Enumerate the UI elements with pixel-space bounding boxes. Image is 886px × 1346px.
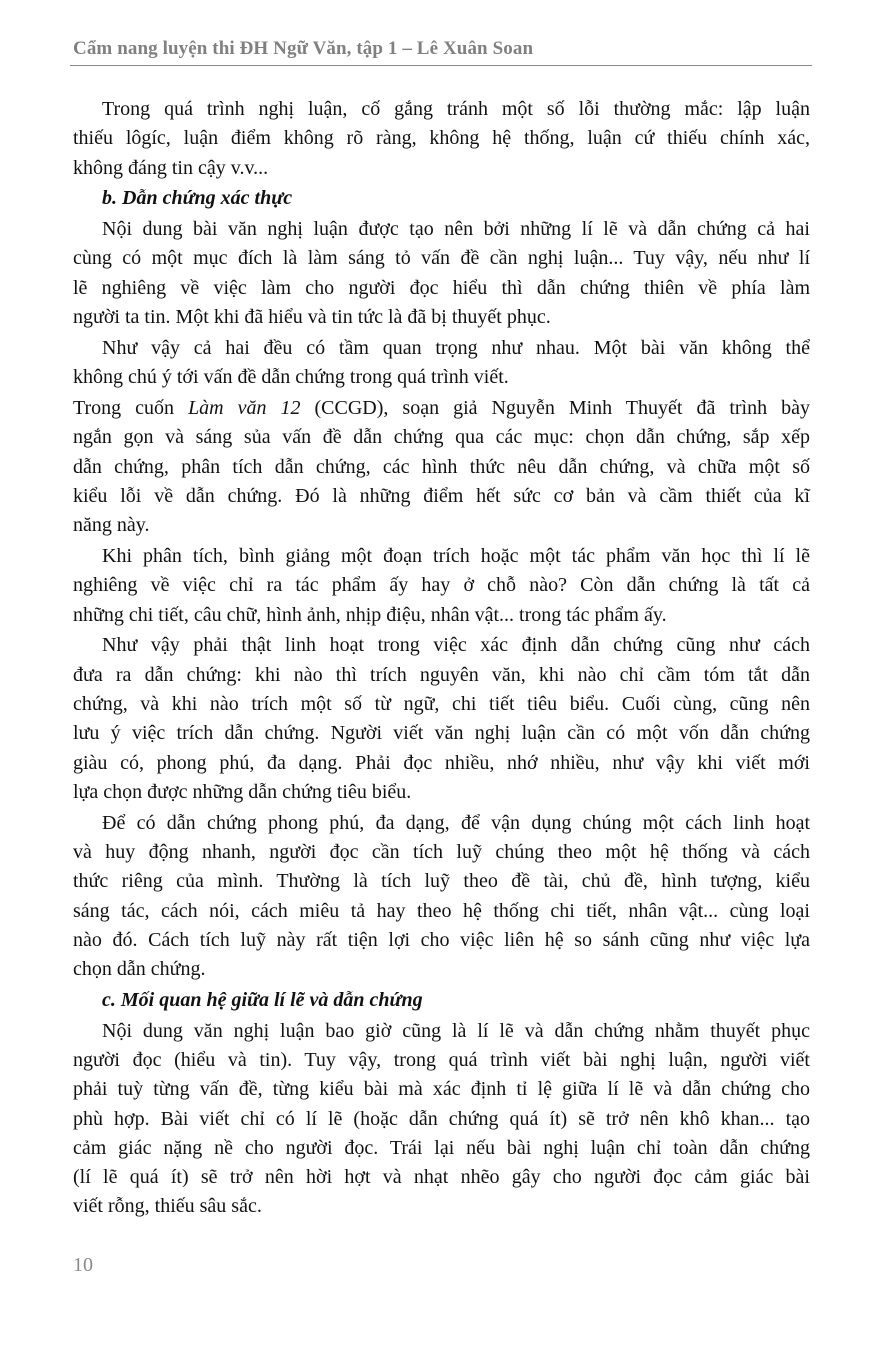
text-line: lưu ý việc trích dẫn chứng. Người viết văn nghị luận cần có một vốn dẫn chứng	[73, 722, 810, 745]
text-line: phải tuỳ từng vấn đề, từng kiểu bài mà xác định tỉ lệ giữa lí lẽ và dẫn chứng cho	[73, 1078, 810, 1101]
text-line: Để có dẫn chứng phong phú, đa dạng, để vận dụng chúng một cách linh hoạt	[102, 811, 810, 834]
document-body	[73, 95, 810, 1223]
paragraph	[73, 1017, 810, 1222]
text-line: Nội dung văn nghị luận bao giờ cũng là lí lẽ và dẫn chứng nhằm thuyết phục	[102, 1019, 810, 1042]
text-line: Khi phân tích, bình giảng một đoạn trích hoặc một tác phẩm văn học thì lí lẽ	[102, 544, 810, 567]
text-line: và huy động nhanh, người đọc cần tích luỹ chúng theo một hệ thống và cách	[73, 840, 810, 863]
paragraph	[73, 631, 810, 807]
text-line: không chú ý tới vấn đề dẫn chứng trong quá trình viết.	[73, 366, 509, 389]
header-divider	[70, 65, 812, 66]
text-segment: Trong cuốn	[73, 396, 189, 419]
text-line: lẽ nghiêng về việc làm cho người đọc hiểu thì dẫn chứng thiên về phía làm	[73, 276, 810, 299]
text-line: Như vậy cả hai đều có tầm quan trọng như nhau. Một bài văn không thể	[102, 336, 810, 359]
text-line: người ta tin. Một khi đã hiểu và tin tức là đã bị thuyết phục.	[73, 306, 551, 329]
section-heading	[73, 184, 810, 213]
text-line: giàu có, phong phú, đa dạng. Phải đọc nhiều, nhớ nhiều, như vậy khi viết mới	[73, 751, 810, 774]
paragraph	[73, 809, 810, 985]
text-line: viết rỗng, thiếu sâu sắc.	[73, 1195, 262, 1218]
text-line: Nội dung bài văn nghị luận được tạo nên bởi những lí lẽ và dẫn chứng cả hai	[102, 218, 810, 241]
paragraph	[73, 334, 810, 393]
text-line: cùng có một mục đích là làm sáng tỏ vấn đề cần nghị luận... Tuy vậy, nếu như lí	[73, 247, 810, 270]
text-segment: (CCGD), soạn giả Nguyễn Minh Thuyết đã trình bày	[300, 396, 810, 419]
text-line: thiếu lôgíc, luận điểm không rõ ràng, không hệ thống, luận cứ thiếu chính xác,	[73, 127, 810, 150]
page-number: 10	[73, 1254, 93, 1276]
text-line: (lí lẽ quá ít) sẽ trở nên hời hợt và nhạt nhẽo gây cho người đọc cảm giác bài	[73, 1166, 810, 1189]
text-line: đưa ra dẫn chứng: khi nào thì trích nguyên văn, khi nào chỉ cầm tóm tắt dẫn	[73, 663, 810, 686]
text-line: chọn dẫn chứng.	[73, 958, 206, 981]
text-line	[73, 394, 810, 423]
text-line: không đáng tin cậy v.v...	[73, 156, 269, 179]
text-line: ngắn gọn và sáng sủa vấn đề dẫn chứng qua các mục: chọn dẫn chứng, sắp xếp	[73, 426, 810, 449]
paragraph	[73, 394, 810, 540]
text-line: nghiêng về việc chỉ ra tác phẩm ấy hay ở chỗ nào? Còn dẫn chứng là tất cả	[73, 574, 810, 597]
text-line: Như vậy phải thật linh hoạt trong việc xác định dẫn chứng cũng như cách	[102, 634, 810, 657]
text-line: những chi tiết, câu chữ, hình ảnh, nhịp điệu, nhân vật... trong tác phẩm ấy.	[73, 603, 667, 626]
text-line: kiểu lỗi về dẫn chứng. Đó là những điểm hết sức cơ bản và cầm thiết của kĩ	[73, 484, 810, 507]
paragraph	[73, 95, 810, 183]
text-line: người đọc (hiểu và tin). Tuy vậy, trong quá trình viết bài nghị luận, người viết	[73, 1049, 810, 1071]
paragraph	[73, 542, 810, 630]
running-header: Cẩm nang luyện thi ĐH Ngữ Văn, tập 1 – Lê Xuân Soan	[73, 38, 534, 59]
text-line: cảm giác nặng nề cho người đọc. Trái lại nếu bài nghị luận chỉ toàn dẫn chứng	[73, 1136, 810, 1159]
text-line: nào đó. Cách tích luỹ này rất tiện lợi cho việc liên hệ so sánh cũng như việc lựa	[73, 928, 810, 951]
text-line: c. Mối quan hệ giữa lí lẽ và dẫn chứng	[102, 988, 423, 1011]
text-line: phù hợp. Bài viết chỉ có lí lẽ (hoặc dẫn chứng quá ít) sẽ trở nên khô khan... tạo	[73, 1107, 810, 1130]
text-line: năng này.	[73, 514, 150, 537]
book-title: Làm văn 12	[188, 396, 301, 419]
section-heading	[73, 986, 810, 1015]
text-line: dẫn chứng, phân tích dẫn chứng, các hình thức nêu dẫn chứng, và chữa một số	[73, 455, 810, 478]
text-line: b. Dẫn chứng xác thực	[102, 187, 293, 210]
paragraph	[73, 215, 810, 332]
text-line: lựa chọn được những dẫn chứng tiêu biểu.	[73, 780, 412, 803]
text-line: sáng tác, cách nói, cách miêu tả hay theo hệ thống chi tiết, nhân vật... cùng loại	[73, 899, 810, 922]
text-line: Trong quá trình nghị luận, cố gắng tránh một số lỗi thường mắc: lập luận	[102, 98, 810, 120]
text-line: thức riêng của mình. Thường là tích luỹ theo đề tài, chủ đề, hình tượng, kiểu	[73, 870, 810, 893]
text-line: chứng, và khi nào trích một số từ ngữ, chi tiết tiêu biểu. Cuối cùng, cũng nên	[73, 692, 810, 715]
